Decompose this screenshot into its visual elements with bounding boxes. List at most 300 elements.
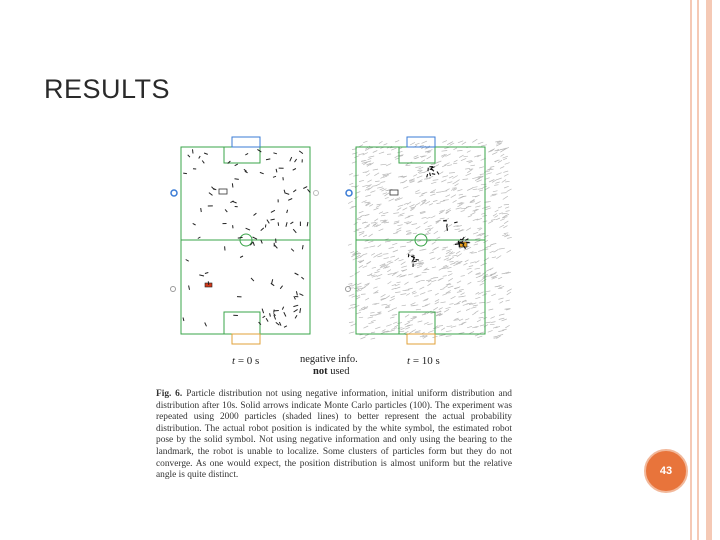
shaded-particle	[374, 272, 379, 273]
shaded-particle	[415, 193, 420, 194]
shaded-particle	[448, 278, 453, 281]
shaded-particle	[383, 193, 387, 195]
particle	[284, 312, 286, 316]
particle	[246, 228, 250, 230]
right-particles	[408, 167, 469, 267]
shaded-particle	[394, 325, 398, 327]
figure-caption	[156, 389, 512, 482]
particle	[266, 318, 268, 321]
shaded-particle	[493, 191, 498, 192]
shaded-particle	[354, 305, 359, 307]
shaded-particle	[365, 241, 369, 242]
particle	[202, 161, 204, 164]
shaded-particle	[348, 244, 352, 245]
shaded-particle	[404, 331, 409, 334]
shaded-particle	[388, 309, 393, 311]
shaded-particle	[505, 207, 509, 209]
shaded-particle	[389, 247, 394, 248]
shaded-particle	[417, 241, 421, 242]
shaded-particle	[505, 163, 510, 165]
shaded-particle	[475, 206, 480, 207]
shaded-particle	[366, 186, 370, 188]
particle	[271, 210, 275, 212]
shaded-particle	[492, 272, 497, 275]
shaded-particle	[452, 188, 456, 189]
shaded-particle	[441, 180, 446, 182]
particle	[193, 223, 196, 225]
particle	[293, 305, 298, 306]
shaded-particle	[498, 277, 502, 279]
shaded-particle	[446, 189, 450, 191]
shaded-particle	[448, 286, 454, 288]
shaded-particle	[386, 164, 391, 166]
shaded-particle	[406, 234, 411, 235]
particle	[188, 155, 190, 157]
shaded-particle	[430, 192, 435, 193]
shaded-particle	[468, 282, 472, 284]
shaded-particle	[389, 199, 394, 202]
shaded-particle	[495, 215, 499, 217]
shaded-particle	[414, 155, 419, 157]
shaded-particle	[359, 211, 364, 213]
shaded-particle	[372, 186, 377, 187]
shaded-particle	[404, 222, 409, 223]
shaded-particle	[432, 267, 436, 268]
shaded-particle	[504, 186, 509, 188]
particle	[443, 220, 447, 221]
particle	[245, 153, 248, 155]
shaded-particle	[368, 148, 373, 149]
shaded-particle	[374, 173, 379, 176]
shaded-particle	[430, 258, 435, 260]
shaded-particle	[444, 309, 449, 312]
shaded-particle	[393, 250, 398, 252]
shaded-particle	[392, 308, 397, 310]
caption-fig-label: Fig. 6.	[156, 389, 183, 399]
particle	[278, 222, 279, 226]
shaded-particle	[365, 202, 371, 203]
shaded-particle	[417, 176, 423, 178]
shaded-particle	[379, 212, 383, 214]
shaded-particle	[448, 271, 452, 272]
particle	[183, 173, 187, 174]
shaded-particle	[469, 169, 473, 170]
shaded-particle	[471, 213, 476, 215]
shaded-particle	[442, 249, 446, 250]
shaded-particle	[416, 309, 421, 310]
shaded-particle	[457, 311, 461, 313]
shaded-particle	[410, 142, 415, 145]
shaded-particle	[360, 215, 364, 216]
particle	[282, 307, 283, 310]
shaded-particle	[478, 188, 483, 189]
shaded-particle	[498, 160, 502, 162]
shaded-particle	[367, 262, 371, 264]
shaded-particle	[478, 142, 484, 144]
shaded-particle	[410, 207, 415, 208]
shaded-particle	[418, 321, 423, 322]
shaded-particle	[442, 165, 446, 167]
shaded-particle	[463, 179, 469, 180]
shaded-particle	[455, 184, 459, 186]
left-landmark-blue	[171, 190, 177, 196]
shaded-particle	[448, 274, 452, 276]
shaded-particle	[377, 184, 381, 186]
particle	[413, 261, 416, 262]
shaded-particle	[389, 262, 393, 264]
particle	[193, 149, 194, 153]
shaded-particle	[371, 332, 375, 333]
shaded-particle	[503, 158, 507, 160]
shaded-particle	[406, 293, 410, 295]
shaded-particle	[425, 152, 430, 153]
shaded-particle	[400, 246, 406, 247]
particle	[261, 228, 264, 231]
shaded-particle	[368, 317, 373, 318]
shaded-particle	[453, 176, 458, 179]
shaded-particle	[481, 184, 487, 185]
shaded-particle	[413, 316, 417, 317]
shaded-particle	[368, 322, 373, 323]
shaded-particle	[503, 196, 508, 199]
shaded-particle	[349, 294, 355, 296]
shaded-particle	[472, 196, 478, 197]
particle	[300, 308, 301, 313]
shaded-particle	[447, 182, 452, 183]
shaded-particle	[447, 165, 452, 166]
shaded-particle	[444, 286, 448, 288]
left-field-bottom-box	[224, 312, 260, 334]
shaded-particle	[493, 214, 497, 217]
shaded-particle	[493, 336, 498, 337]
shaded-particle	[442, 151, 448, 152]
shaded-particle	[502, 234, 506, 235]
particle	[299, 151, 303, 154]
particle	[295, 273, 299, 275]
particle	[262, 309, 264, 314]
shaded-particle	[446, 336, 452, 337]
shaded-particle	[382, 329, 386, 331]
shaded-particle	[470, 165, 475, 166]
particle	[276, 322, 280, 325]
shaded-particle	[457, 189, 462, 191]
shaded-particle	[442, 141, 447, 143]
shaded-particle	[415, 167, 421, 168]
particle	[266, 159, 270, 160]
right-top-goal	[407, 137, 435, 147]
shaded-particle	[475, 297, 480, 299]
shaded-particle	[467, 188, 472, 191]
left-time-label: t = 0 s	[232, 355, 260, 367]
shaded-particle	[453, 182, 457, 184]
shaded-particle	[449, 173, 455, 174]
shaded-particle	[488, 221, 493, 223]
particle	[205, 323, 207, 327]
shaded-particle	[433, 200, 437, 201]
shaded-particle	[446, 195, 451, 197]
shaded-particle	[431, 190, 436, 193]
left-landmark-gray-right	[314, 191, 319, 196]
particle	[307, 222, 308, 226]
shaded-particle	[446, 331, 452, 332]
left-particles	[183, 149, 310, 327]
shaded-particle	[486, 208, 492, 210]
shaded-particle	[406, 231, 411, 232]
particle	[295, 159, 297, 162]
shaded-particle	[417, 265, 423, 266]
particle	[245, 171, 248, 173]
shaded-particle	[377, 312, 381, 313]
shaded-particle	[348, 201, 353, 204]
shaded-particle	[411, 303, 416, 305]
shaded-particle	[457, 150, 462, 151]
shaded-particle	[490, 195, 496, 196]
left-top-goal	[232, 137, 260, 147]
shaded-particle	[479, 302, 484, 303]
shaded-particle	[371, 275, 375, 276]
right-time-label: t = 10 s	[407, 355, 440, 367]
shaded-particle	[412, 224, 418, 225]
shaded-particle	[377, 204, 382, 205]
shaded-particle	[457, 281, 461, 283]
shaded-particle	[419, 167, 424, 169]
shaded-particle	[418, 260, 423, 262]
shaded-particle	[381, 182, 386, 183]
shaded-particle	[374, 208, 379, 210]
shaded-particle	[469, 266, 473, 267]
particle	[437, 172, 439, 175]
shaded-particle	[365, 195, 371, 197]
shaded-particle	[395, 140, 399, 142]
shaded-particle	[374, 219, 378, 222]
particle	[183, 318, 184, 322]
particle	[280, 286, 282, 289]
shaded-particle	[370, 312, 374, 313]
shaded-particle	[433, 307, 438, 310]
shaded-particle	[491, 322, 495, 323]
shaded-particle	[349, 173, 353, 175]
shaded-particle	[456, 251, 460, 254]
shaded-particle	[504, 221, 508, 224]
shaded-particle	[496, 218, 500, 220]
shaded-particle	[465, 260, 469, 262]
particle	[454, 222, 457, 223]
shaded-particle	[450, 257, 454, 259]
shaded-particle	[459, 319, 463, 321]
shaded-particle	[459, 194, 463, 195]
shaded-particle	[375, 181, 380, 182]
shaded-particle	[407, 202, 411, 205]
shaded-particle	[388, 274, 392, 275]
shaded-particle	[386, 305, 391, 307]
shaded-particle	[424, 222, 428, 224]
shaded-particle	[470, 262, 476, 264]
shaded-particle	[444, 163, 449, 166]
shaded-particle	[392, 273, 396, 274]
shaded-particle	[468, 216, 472, 218]
particle	[253, 237, 258, 239]
shaded-particle	[466, 228, 471, 231]
shaded-particle	[349, 288, 354, 289]
shaded-particle	[492, 152, 497, 154]
shaded-particle	[368, 156, 374, 157]
shaded-particle	[504, 174, 508, 176]
shaded-particle	[478, 292, 483, 295]
shaded-particle	[442, 294, 446, 296]
shaded-particle	[481, 213, 485, 214]
shaded-particle	[475, 261, 479, 263]
right-landmark-gray	[346, 287, 351, 292]
shaded-particle	[400, 213, 405, 215]
shaded-particle	[437, 237, 441, 239]
shaded-particle	[453, 148, 457, 150]
shaded-particle	[479, 167, 484, 168]
shaded-particle	[417, 266, 422, 268]
shaded-particle	[390, 317, 394, 318]
shaded-particle	[475, 268, 480, 269]
shaded-particle	[397, 208, 401, 211]
particle	[294, 309, 298, 312]
right-bottom-goal	[407, 334, 435, 344]
shaded-particle	[365, 146, 370, 149]
shaded-particle	[419, 172, 425, 173]
shaded-particle	[435, 302, 439, 304]
shaded-particle	[408, 288, 413, 289]
shaded-particle	[395, 258, 399, 261]
particle	[189, 286, 190, 290]
shaded-particle	[425, 201, 430, 204]
shaded-particle	[499, 318, 505, 319]
particle	[257, 149, 261, 152]
shaded-particle	[372, 267, 376, 268]
shaded-particle	[373, 151, 378, 153]
shaded-particle	[463, 263, 467, 265]
shaded-particle	[430, 194, 435, 196]
shaded-particle	[363, 141, 367, 143]
shaded-particle	[357, 219, 361, 220]
frame-line-1	[690, 0, 692, 540]
shaded-particle	[405, 217, 410, 219]
particle	[186, 260, 189, 262]
shaded-particle	[505, 181, 509, 182]
shaded-particle	[411, 305, 415, 306]
particle	[225, 209, 227, 212]
particle	[270, 313, 271, 316]
particle	[271, 283, 274, 285]
shaded-particle	[391, 148, 396, 150]
shaded-particle	[376, 314, 381, 315]
shaded-particle	[447, 260, 451, 261]
middle-label-line1: negative info.	[300, 354, 358, 365]
shaded-particle	[480, 325, 484, 326]
shaded-particle	[398, 225, 403, 226]
particle	[293, 169, 296, 171]
particle	[288, 199, 292, 201]
shaded-particle	[472, 177, 478, 178]
particle	[204, 153, 208, 154]
shaded-particle	[477, 336, 482, 338]
left-field-top-box	[224, 147, 260, 163]
shaded-particle	[487, 246, 491, 247]
shaded-particle	[395, 156, 399, 158]
shaded-particle	[480, 312, 484, 314]
shaded-particle	[356, 312, 361, 314]
shaded-particle	[457, 254, 462, 257]
shaded-particle	[437, 258, 441, 260]
shaded-particle	[453, 200, 457, 202]
shaded-particle	[449, 304, 453, 305]
shaded-particle	[381, 294, 386, 297]
shaded-particle	[434, 247, 439, 249]
shaded-particle	[383, 254, 389, 255]
shaded-particle	[499, 286, 504, 288]
shaded-particle	[360, 255, 363, 257]
shaded-particle	[459, 155, 463, 158]
particle	[238, 237, 243, 238]
shaded-particle	[475, 201, 480, 204]
shaded-particle	[422, 305, 428, 307]
particle	[199, 156, 201, 159]
shaded-particle	[435, 300, 439, 302]
shaded-particle	[440, 218, 445, 219]
shaded-particle	[487, 302, 491, 303]
particle	[253, 242, 254, 246]
particle	[299, 294, 303, 296]
shaded-particle	[498, 330, 504, 331]
shaded-particle	[449, 176, 453, 178]
shaded-particle	[387, 261, 392, 263]
shaded-particle	[404, 282, 408, 285]
shaded-particle	[505, 325, 509, 328]
shaded-particle	[486, 173, 492, 175]
particle	[290, 222, 293, 224]
shaded-particle	[475, 311, 479, 313]
shaded-particle	[393, 233, 398, 234]
shaded-particle	[392, 315, 396, 316]
shaded-particle	[351, 186, 356, 187]
shaded-particle	[377, 274, 383, 276]
shaded-particle	[486, 291, 491, 292]
shaded-particle	[386, 324, 391, 326]
shaded-particle	[351, 324, 357, 327]
shaded-particle	[371, 338, 376, 339]
shaded-particle	[437, 203, 441, 204]
shaded-particle	[381, 164, 387, 165]
shaded-particle	[475, 334, 479, 336]
shaded-particle	[422, 272, 427, 273]
shaded-particle	[380, 188, 385, 190]
shaded-particle	[391, 330, 395, 331]
shaded-particle	[499, 225, 504, 227]
particle	[201, 208, 202, 212]
shaded-particle	[453, 264, 458, 266]
particle	[205, 273, 208, 274]
shaded-particle	[478, 250, 484, 252]
shaded-particle	[475, 241, 481, 243]
shaded-particle	[446, 307, 451, 308]
shaded-particle	[359, 265, 363, 268]
shaded-particle	[473, 305, 478, 306]
shaded-particle	[501, 154, 505, 156]
shaded-particle	[412, 293, 417, 295]
shaded-particle	[427, 324, 432, 325]
shaded-particle	[363, 266, 368, 268]
shaded-particle	[400, 294, 406, 295]
shaded-particle	[385, 296, 390, 299]
shaded-particle	[397, 151, 402, 153]
shaded-particle	[459, 333, 465, 334]
shaded-particle	[381, 215, 385, 216]
